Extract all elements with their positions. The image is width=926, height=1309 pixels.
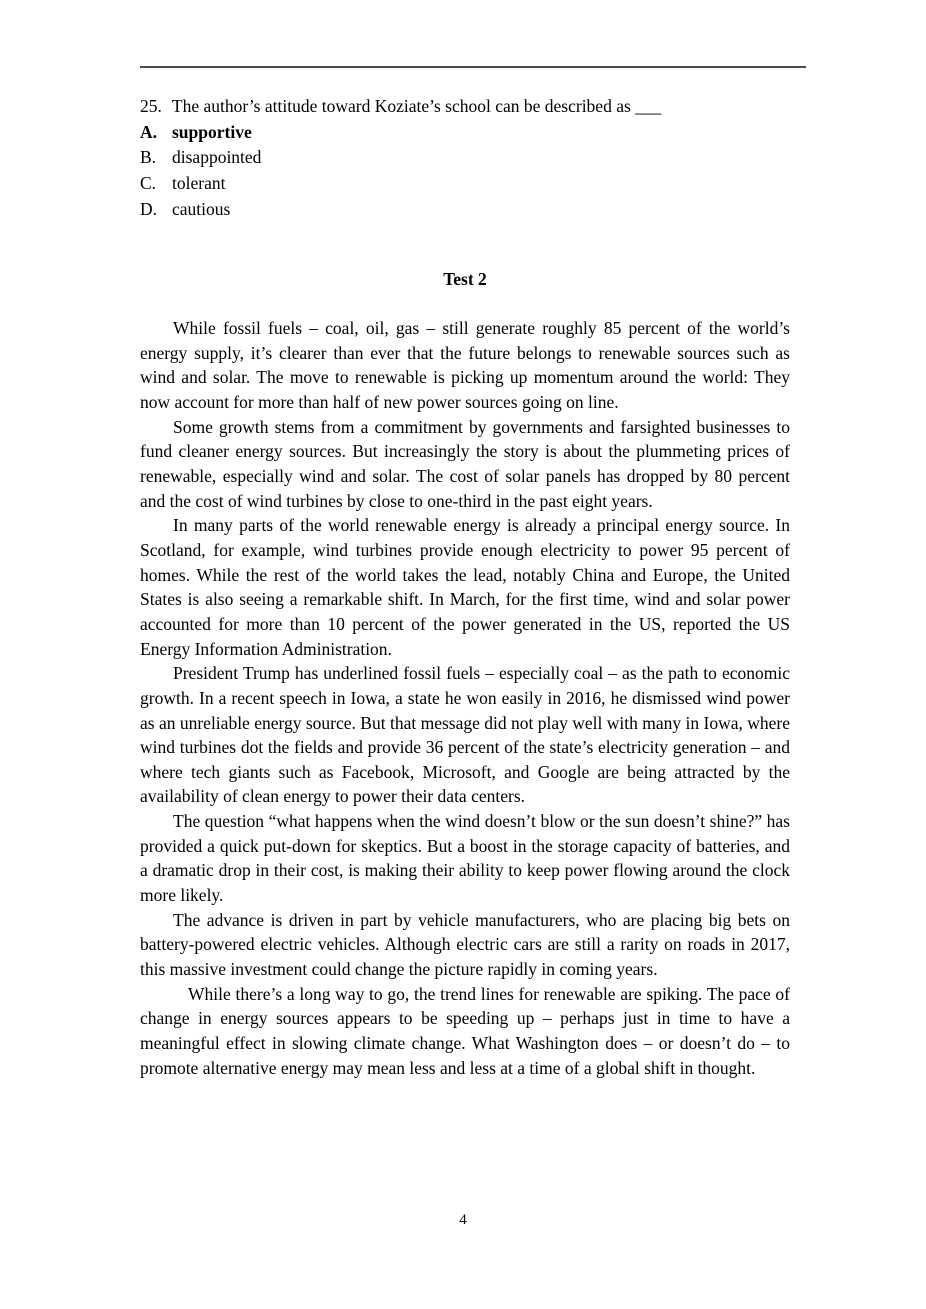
option-text: supportive xyxy=(172,121,252,142)
passage-paragraph: President Trump has underlined fossil fuels – especially coal – as the path to economic growth. In a recent speech in Iowa, a state he won easily in 2016, he dismissed wind power as an unreliable energy source. But that message did not play well with many in Iowa, where wind turbines dot the fields and provide 36 percent of the state’s electricity generation – and where tech giants such as Facebook, Microsoft, and Google are being attracted by the availability of clean energy to power their data centers. xyxy=(140,663,790,807)
option-text: disappointed xyxy=(172,147,262,168)
header-rule xyxy=(140,66,806,68)
passage-body xyxy=(140,316,790,1080)
option-letter: D. xyxy=(140,198,158,219)
option-letter: C. xyxy=(140,173,157,194)
option-row-1 xyxy=(140,145,800,171)
page-number: 4 xyxy=(459,1212,467,1228)
question-text: The author’s attitude toward Koziate’s school can be described as ___ xyxy=(171,96,662,116)
option-text: tolerant xyxy=(172,173,226,194)
question-text-line xyxy=(140,94,800,120)
passage-paragraph: While there’s a long way to go, the trend lines for renewable are spiking. The pace of change in energy sources appears to be speeding up – perhaps just in time to have a meaningful effect in slowing climate change. What Washington does – or doesn’t do – to promote alternative energy may mean less and less at a time of a global shift in thought. xyxy=(140,983,790,1078)
question-number: 25. xyxy=(140,96,162,116)
option-text: cautious xyxy=(172,198,231,219)
passage-paragraph: In many parts of the world renewable energy is already a principal energy source. In Scotland, for example, wind turbines provide enough electricity to power 95 percent of homes. While the rest of the world takes the lead, notably China and Europe, the United States is also seeing a remarkable shift. In March, for the first time, wind and solar power accounted for more than 10 percent of the power generated in the US, reported the US Energy Information Administration. xyxy=(140,515,790,659)
passage-paragraph: While fossil fuels – coal, oil, gas – still generate roughly 85 percent of the world’s energy supply, it’s clearer than ever that the future belongs to renewable sources such as wind and solar. The move to renewable is picking up momentum around the world: They now account for more than half of new power sources going on line. xyxy=(140,318,790,412)
option-row-2 xyxy=(140,171,800,197)
passage-paragraph: The advance is driven in part by vehicle manufacturers, who are placing big bets on battery-powered electric vehicles. Although electric cars are still a rarity on roads in 2017, this massive investment could change the picture rapidly in coming years. xyxy=(140,909,790,980)
question-block xyxy=(140,94,800,223)
passage-title: Test 2 xyxy=(443,269,487,289)
option-row-0 xyxy=(140,120,800,146)
passage-paragraph: Some growth stems from a commitment by governments and farsighted businesses to fund cleaner energy sources. But increasingly the story is about the plummeting prices of renewable, especially wind and solar. The cost of solar panels has dropped by 80 percent and the cost of wind turbines by close to one-third in the past eight years. xyxy=(140,416,790,511)
option-letter: A. xyxy=(140,121,158,142)
option-row-3 xyxy=(140,197,800,223)
passage-paragraph: The question “what happens when the wind doesn’t blow or the sun doesn’t shine?” has provided a quick put-down for skeptics. But a boost in the storage capacity of batteries, and a dramatic drop in their cost, is making their ability to keep power flowing around the clock more likely. xyxy=(140,811,790,906)
option-letter: B. xyxy=(140,147,157,168)
